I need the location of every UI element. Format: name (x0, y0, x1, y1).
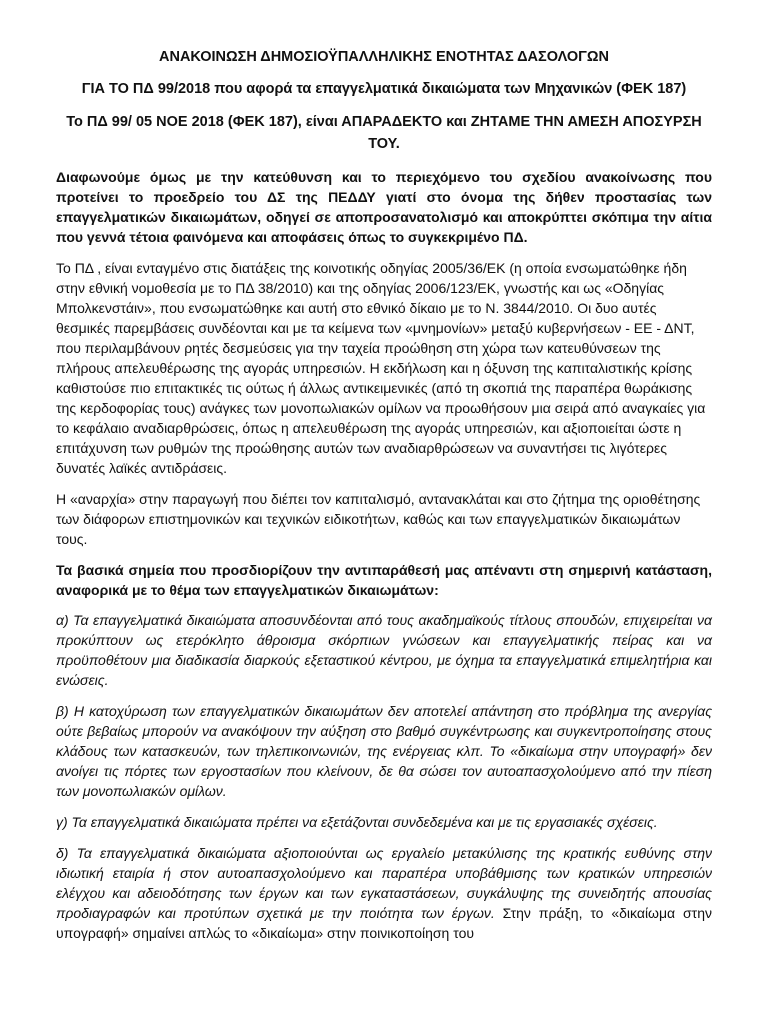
point-d (56, 843, 712, 943)
point-c: γ) Τα επαγγελματικά δικαιώματα πρέπει να εξετάζονται συνδεδεμένα και με τις εργασιακές σχέσεις. (56, 814, 658, 830)
document-statement: Το ΠΔ 99/ 05 ΝΟΕ 2018 (ΦΕΚ 187), είναι ΑΠΑΡΑΔΕΚΤΟ και ΖΗΤΑΜΕ ΤΗΝ ΑΜΕΣΗ ΑΠΟΣΥΡΣΗ ΤΟΥ. (66, 114, 702, 152)
document-title: ΑΝΑΚΟΙΝΩΣΗ ΔΗΜΟΣΙΟΫΠΑΛΛΗΛΙΚΗΣ ΕΝΟΤΗΤΑΣ ΔΑΣΟΛΟΓΩΝ (159, 49, 609, 65)
document-subtitle: ΓΙΑ ΤΟ ΠΔ 99/2018 που αφορά τα επαγγελματικά δικαιώματα των Μηχανικών (ΦΕΚ 187) (81, 81, 687, 97)
intro-paragraph: Διαφωνούμε όμως με την κατεύθυνση και το περιεχόμενο του σχεδίου ανακοίνωσης που προτείνει το προεδρείο του ΔΣ της ΠΕΔΔΥ γιατί στο όνομα της δήθεν προστασίας των επαγγελματικών δικαιωμάτων, οδηγεί σε αποπροσανατολισμό και αποκρύπτει σκόπιμα την αίτια που γεννά τέτοια φαινόμενα και αποφάσεις όπως το συγκεκριμένο ΠΔ. (56, 169, 712, 245)
point-d-tail: Στην πράξη, το «δικαίωμα στην υπογραφή» σημαίνει απλώς το «δικαίωμα» στην ποινικοποίηση του (56, 905, 712, 941)
key-points-heading: Τα βασικά σημεία που προσδιορίζουν την αντιπαράθεσή μας απέναντι στη σημερινή κατάσταση, αναφορικά με το θέμα των επαγγελματικών δικαιωμάτων: (56, 562, 712, 598)
body-paragraph-1: Το ΠΔ , είναι ενταγμένο στις διατάξεις της κοινοτικής οδηγίας 2005/36/ΕΚ (η οποία ενσωματώθηκε ήδη στην εθνική νομοθεσία με το ΠΔ 38/2010) και της οδηγίας 2006/123/ΕΚ, γνωστής και ως «Οδηγίας Μπολκενστάιν», που ενσωματώθηκε και αυτή στο εθνικό δίκαιο με το Ν. 3844/2010. Οι δυο αυτές θεσμικές παρεμβάσεις συνδέονται και με τα κείμενα των «μνημονίων» μεταξύ κυβερνήσεων - ΕΕ - ΔΝΤ, που περιλαμβάνουν ρητές δεσμεύσεις για την ταχεία προώθηση στη χώρα των κατευθύνσεων της πλήρους απελευθέρωσης της αγοράς υπηρεσιών. Η εκδήλωση και η όξυνση της καπιταλιστικής κρίσης καθιστούσε πιο επιτακτικές τις ούτως ή άλλως αντικειμενικές (από τη σκοπιά της παραπέρα θωράκισης της κερδοφορίας τους) ανάγκες των μονοπωλιακών ομίλων να προωθήσουν μια σειρά από αναγκαίες για το κεφάλαιο αναδιαρθρώσεις, όπως η απελευθέρωση της αγοράς υπηρεσιών, και αξιοποιείται ώστε η επιτάχυνση των ρυθμών της προώθησης αυτών των αναδιαρθρώσεων να συναντήσει τις λιγότερες δυνατές λαϊκές αντιδράσεις. (56, 260, 706, 476)
point-b: β) Η κατοχύρωση των επαγγελματικών δικαιωμάτων δεν αποτελεί απάντηση στο πρόβλημα της ανεργίας ούτε βεβαίως μπορούν να ανακόψουν την αύξηση στο βαθμό συγκέντρωσης και συγκεντροποίησης στους κλάδους των κατασκευών, των τηλεπικοινωνιών, της ενέργειας κλπ. Το «δικαίωμα στην υπογραφή» δεν ανοίγει τις πόρτες των εργοστασίων που κλείνουν, δε θα σώσει τον αυτοαπασχολούμενο από την πίεση των μονοπωλιακών ομίλων. (56, 703, 712, 799)
body-paragraph-2: Η «αναρχία» στην παραγωγή που διέπει τον καπιταλισμό, αντανακλάται και στο ζήτημα της οριοθέτησης των διάφορων επιστημονικών και τεχνικών ειδικοτήτων, καθώς και των επαγγελματικών δικαιωμάτων τους. (56, 491, 701, 547)
point-a: α) Τα επαγγελματικά δικαιώματα αποσυνδέονται από τους ακαδημαϊκούς τίτλους σπουδών, επιχειρείται να προκύπτουν ως ετερόκλητο άθροισμα σκόρπιων γνώσεων και επαγγελματικής πείρας και να προϋποθέτουν μια διαδικασία διαρκούς εξεταστικού κέντρου, με όχημα τα επαγγελματικά επιμελητήρια και ενώσεις. (56, 612, 712, 688)
point-d-text: δ) Τα επαγγελματικά δικαιώματα αξιοποιούνται ως εργαλείο μετακύλισης της κρατικής ευθύνης στην ιδιωτική εταιρία ή στον αυτοαπασχολούμενο και παραπέρα υποβάθμισης των κρατικών υπηρεσιών ελέγχου και αδειοδότησης των έργων και των εγκαταστάσεων, συγκάλυψης της συνειδητής απουσίας προδιαγραφών και προτύπων σχετικά με την ποιότητα των έργων. (56, 845, 712, 921)
